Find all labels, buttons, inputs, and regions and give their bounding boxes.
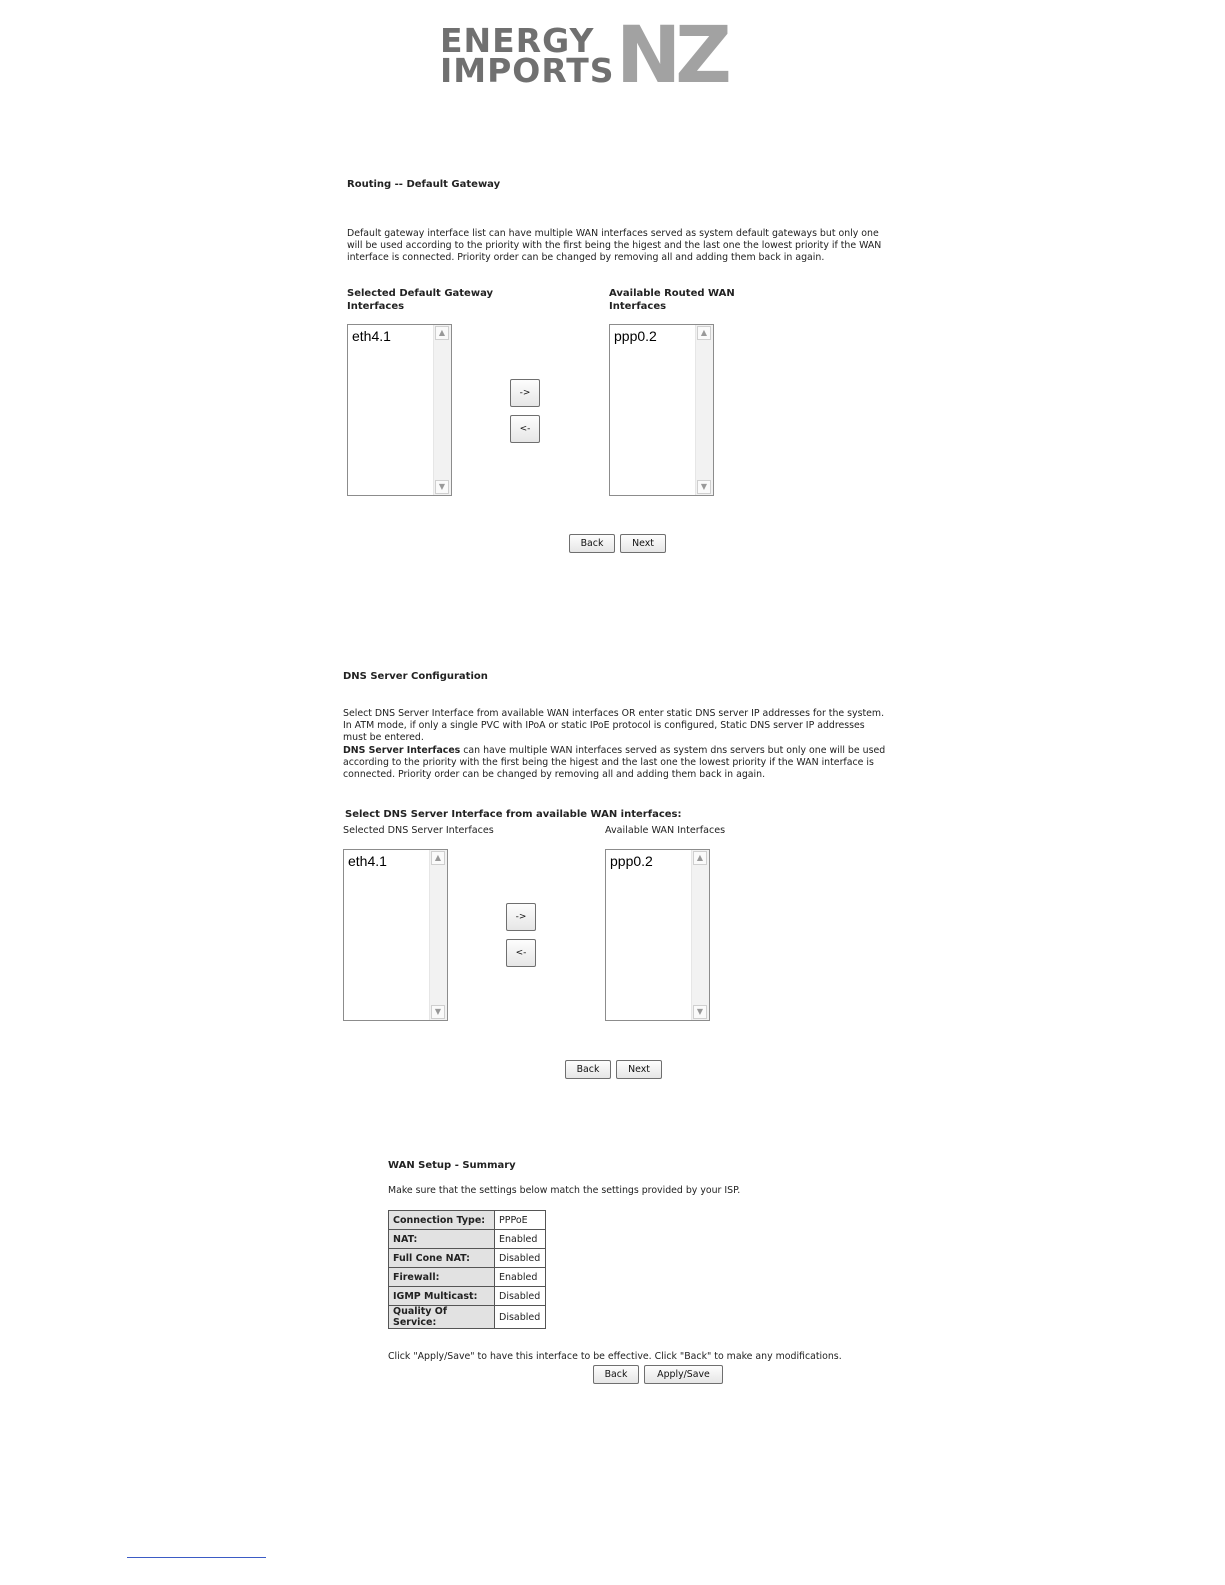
dns-description-bold: DNS Server Interfaces xyxy=(343,744,461,756)
summary-intro: Make sure that the settings below match the settings provided by your ISP. xyxy=(388,1185,741,1196)
routing-selected-listbox[interactable] xyxy=(347,324,452,496)
routing-available-label-line1: Available Routed WAN xyxy=(609,288,735,299)
summary-value: Disabled xyxy=(495,1306,546,1329)
summary-key: Full Cone NAT: xyxy=(389,1249,495,1268)
summary-value: PPPoE xyxy=(495,1211,546,1230)
summary-key: Firewall: xyxy=(389,1268,495,1287)
summary-value: Disabled xyxy=(495,1287,546,1306)
routing-available-listbox[interactable] xyxy=(609,324,714,496)
footer-divider xyxy=(127,1557,266,1558)
summary-value: Enabled xyxy=(495,1230,546,1249)
summary-key: NAT: xyxy=(389,1230,495,1249)
routing-available-option[interactable]: ppp0.2 xyxy=(614,328,657,344)
summary-title: WAN Setup - Summary xyxy=(388,1160,516,1171)
scroll-down-icon[interactable]: ▼ xyxy=(697,480,711,494)
scroll-up-icon[interactable]: ▲ xyxy=(431,851,445,865)
table-row xyxy=(389,1268,546,1287)
dns-add-button[interactable]: -> xyxy=(506,903,536,931)
routing-title: Routing -- Default Gateway xyxy=(347,179,501,190)
routing-next-button[interactable]: Next xyxy=(620,534,666,553)
routing-description: Default gateway interface list can have multiple WAN interfaces served as system default gateways but only one will be used according to the priority with the first being the higest and the last one the lowest priority if the WAN interface is connected. Priority order can be changed by removing all and adding them back in again. xyxy=(347,228,882,264)
summary-table xyxy=(388,1210,546,1329)
dns-selected-scrollbar[interactable] xyxy=(429,850,447,1020)
summary-key: Connection Type: xyxy=(389,1211,495,1230)
dns-description-intro: Select DNS Server Interface from available WAN interfaces OR enter static DNS server IP addresses for the system. In ATM mode, if only a single PVC with IPoA or static IPoE protocol is configured, Static DNS server IP addresses must be entered. xyxy=(343,708,885,744)
dns-selected-label: Selected DNS Server Interfaces xyxy=(343,825,494,836)
dns-next-button[interactable]: Next xyxy=(616,1060,662,1079)
apply-save-button[interactable]: Apply/Save xyxy=(644,1365,723,1384)
summary-value: Enabled xyxy=(495,1268,546,1287)
routing-add-button[interactable]: -> xyxy=(510,379,540,407)
summary-key: IGMP Multicast: xyxy=(389,1287,495,1306)
summary-back-button[interactable]: Back xyxy=(593,1365,639,1384)
scroll-down-icon[interactable]: ▼ xyxy=(693,1005,707,1019)
logo-line-imports: IMPORTS xyxy=(440,51,615,90)
summary-value: Disabled xyxy=(495,1249,546,1268)
dns-selected-option[interactable]: eth4.1 xyxy=(348,853,387,869)
table-row xyxy=(389,1230,546,1249)
scroll-up-icon[interactable]: ▲ xyxy=(435,326,449,340)
routing-selected-label-line2: Interfaces xyxy=(347,300,405,312)
routing-available-scrollbar[interactable] xyxy=(695,325,713,495)
dns-available-option[interactable]: ppp0.2 xyxy=(610,853,653,869)
dns-available-scrollbar[interactable] xyxy=(691,850,709,1020)
table-row xyxy=(389,1249,546,1268)
dns-available-listbox[interactable] xyxy=(605,849,710,1021)
dns-select-heading: Select DNS Server Interface from available WAN interfaces: xyxy=(345,809,682,820)
dns-available-label: Available WAN Interfaces xyxy=(605,825,726,836)
dns-back-button[interactable]: Back xyxy=(565,1060,611,1079)
routing-selected-label-line1: Selected Default Gateway xyxy=(347,288,494,299)
routing-selected-option[interactable]: eth4.1 xyxy=(352,328,391,344)
summary-footer: Click "Apply/Save" to have this interface to be effective. Click "Back" to make any modifications. xyxy=(388,1351,842,1362)
dns-selected-listbox[interactable] xyxy=(343,849,448,1021)
routing-remove-button[interactable]: <- xyxy=(510,415,540,443)
scroll-up-icon[interactable]: ▲ xyxy=(693,851,707,865)
routing-available-label-line2: Interfaces xyxy=(609,300,667,312)
logo-nz-mark: NZ xyxy=(616,11,726,101)
routing-back-button[interactable]: Back xyxy=(569,534,615,553)
table-row xyxy=(389,1306,546,1329)
scroll-down-icon[interactable]: ▼ xyxy=(435,480,449,494)
dns-description-rest: can have multiple WAN interfaces served as system dns servers but only one will be used according to the priority with the first being the higest and the last one the lowest priority if the WAN interface is connected. Priority order can be changed by removing all and adding them back in again. xyxy=(343,744,886,781)
dns-description xyxy=(343,708,891,781)
dns-title: DNS Server Configuration xyxy=(343,671,488,682)
dns-remove-button[interactable]: <- xyxy=(506,939,536,967)
routing-selected-label xyxy=(347,288,493,313)
energy-imports-nz-logo xyxy=(438,11,774,101)
summary-key: Quality Of Service: xyxy=(389,1306,495,1329)
table-row xyxy=(389,1287,546,1306)
table-row xyxy=(389,1211,546,1230)
logo-line-energy: ENERGY xyxy=(440,21,595,60)
routing-selected-scrollbar[interactable] xyxy=(433,325,451,495)
scroll-down-icon[interactable]: ▼ xyxy=(431,1005,445,1019)
routing-available-label xyxy=(609,288,735,313)
scroll-up-icon[interactable]: ▲ xyxy=(697,326,711,340)
